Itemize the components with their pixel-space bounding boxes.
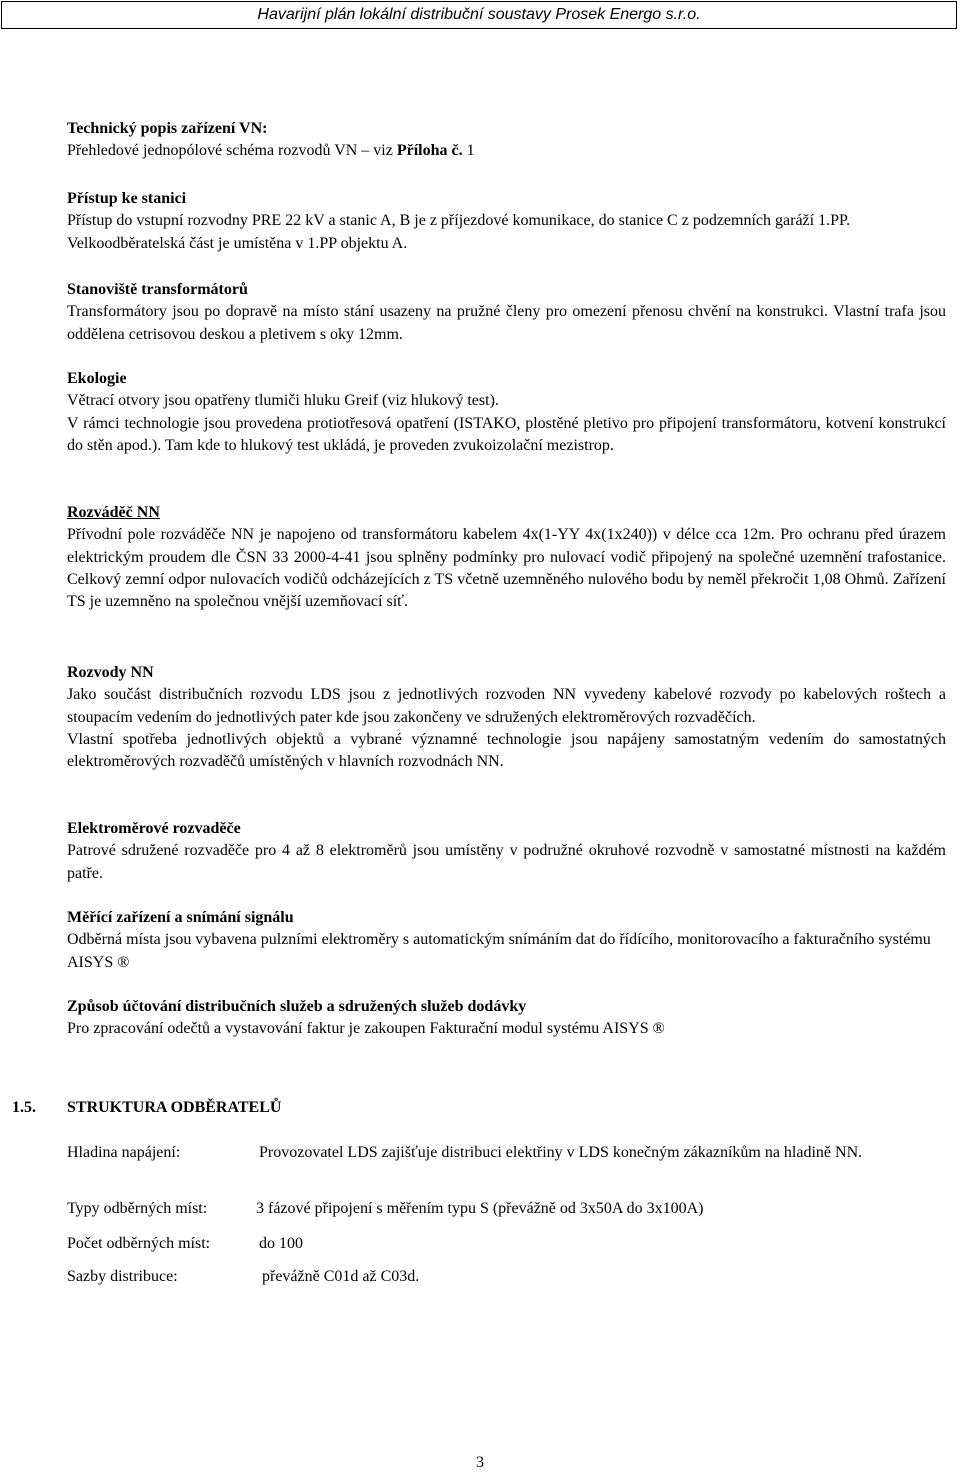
structure-label: Hladina napájení: [67, 1144, 181, 1161]
section-ecology [67, 368, 946, 457]
section-metering [67, 907, 946, 974]
structure-label: Počet odběrných míst: [67, 1235, 211, 1252]
section-text: Jako součást distribučních rozvodu LDS jsou z jednotlivých rozvoden NN vyvedeny kabelové rozvody po kabelových roštech a stoupacím vedením do jednotlivých pater kde jsou zakončeny ve sdružených elektroměrových rozvaděčích. [67, 686, 946, 726]
section-title: Způsob účtování distribučních služeb a sdružených služeb dodávky [67, 998, 527, 1015]
section-text: Přívodní pole rozváděče NN je napojeno od transformátoru kabelem 4x(1-YY 4x(1x240)) v délce cca 12m. Pro ochranu před úrazem elektrickým proudem dle ČSN 33 2000-4-41 jsou splněny podmínky pro nulovací vodič připojený na společné uzemnění trafostanice. Celkový zemní odpor nulovacích vodičů odcházejících z TS včetně uzemněného nulového bodu by neměl překročit 1,08 Ohmů. Zařízení TS je uzemněno na společnou vnější uzemňovací síť. [67, 526, 946, 611]
structure-label: Typy odběrných míst: [67, 1200, 208, 1217]
section-text: Přístup do vstupní rozvodny PRE 22 kV a stanic A, B je z příjezdové komunikace, do stanice C z podzemních garáží 1.PP. Velkoodběratelská část je umístěna v 1.PP objektu A. [67, 212, 851, 252]
section-text: Transformátory jsou po dopravě na místo stání usazeny na pružné členy pro omezení přenosu chvění na konstrukci. Vlastní trafa jsou oddělena cetrisovou deskou a pletivem s oky 12mm. [67, 303, 946, 343]
structure-value: do 100 [259, 1235, 303, 1252]
section-title: Elektroměrové rozvaděče [67, 820, 241, 837]
structure-value: převážně C01d až C03d. [262, 1268, 420, 1285]
document-header: Havarijní plán lokální distribuční soustavy Prosek Energo s.r.o. [1, 1, 957, 29]
section-text: Patrové sdružené rozvaděče pro 4 až 8 elektroměrů jsou umístěny v podružné okruhové rozvodně v samostatné místnosti na každém patře. [67, 842, 946, 882]
structure-title: STRUKTURA ODBĚRATELŮ [67, 1099, 282, 1116]
section-text: Vlastní spotřeba jednotlivých objektů a vybrané významné technologie jsou napájeny samostatným vedením do samostatných elektroměrových rozvaděčů umístěných v hlavních rozvodnách NN. [67, 730, 946, 771]
section-title: Technický popis zařízení VN: [67, 120, 268, 137]
section-title: Stanoviště transformátorů [67, 281, 248, 298]
section-access [67, 188, 946, 255]
section-title: Měřící zařízení a snímání signálu [67, 909, 294, 926]
section-switchboard [67, 502, 946, 613]
section-meters [67, 818, 946, 885]
section-text: Odběrná místa jsou vybavena pulzními elektroměry s automatickým snímáním dat do řídícího, monitorovacího a fakturačního systému AISYS ® [67, 931, 931, 971]
section-text: Větrací otvory jsou opatřeny tlumiči hluku Greif (viz hlukový test). [67, 392, 499, 410]
structure-value: Provozovatel LDS zajišťuje distribuci elektřiny v LDS konečným zákazníkům na hladině NN. [259, 1144, 863, 1161]
section-title: Přístup ke stanici [67, 190, 187, 207]
section-distribution [67, 662, 946, 773]
structure-number: 1.5. [12, 1099, 36, 1116]
section-transformers [67, 279, 946, 346]
section-title: Ekologie [67, 370, 127, 387]
page-number: 3 [476, 1454, 484, 1471]
section-title: Rozváděč NN [67, 504, 160, 521]
section-billing [67, 996, 946, 1041]
structure-label: Sazby distribuce: [67, 1268, 178, 1285]
section-text: Pro zpracování odečtů a vystavování faktur je zakoupen Fakturační modul systému AISYS ® [67, 1020, 665, 1038]
structure-value: 3 fázové připojení s měřením typu S (převážně od 3x50A do 3x100A) [256, 1200, 704, 1217]
section-text: Přehledové jednopólové schéma rozvodů VN – viz Příloha č. 1 [67, 142, 475, 160]
section-text: V rámci technologie jsou provedena protiotřesová opatření (ISTAKO, plostěné pletivo pro připojení transformátoru, kotvení konstrukcí do stěn apod.). Tam kde to hlukový test ukládá, je proveden zvukoizolační mezistrop. [67, 414, 946, 454]
section-tech [67, 118, 946, 163]
section-title: Rozvody NN [67, 664, 154, 681]
